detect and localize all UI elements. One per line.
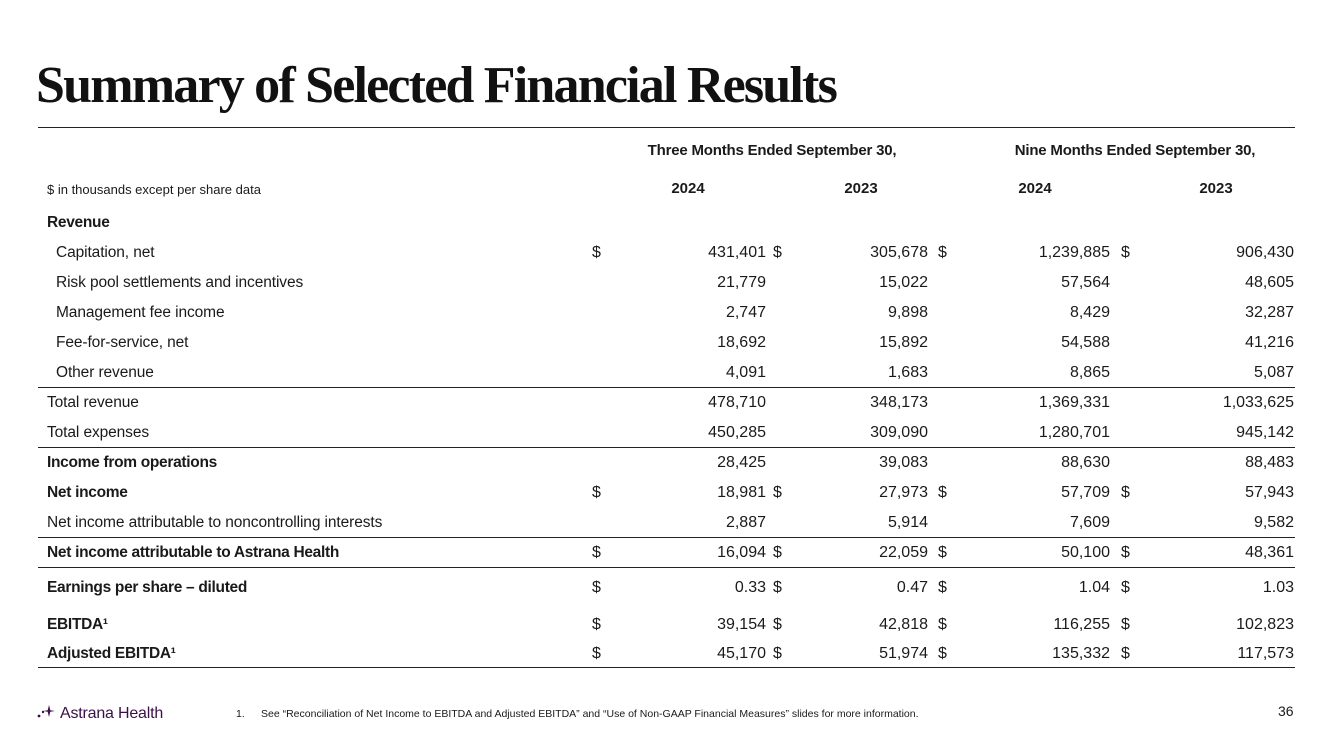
row-value: 1,369,331 xyxy=(1038,394,1110,411)
row-value: 1.04 xyxy=(1078,579,1110,596)
row-value: 15,892 xyxy=(879,334,928,351)
row-value: 945,142 xyxy=(1236,424,1294,441)
row-value: 0.33 xyxy=(734,579,766,596)
row-value: 18,692 xyxy=(717,334,766,351)
row-value: 1,239,885 xyxy=(1038,244,1110,261)
currency-symbol: $ xyxy=(773,645,782,662)
page-number: 36 xyxy=(1278,703,1294,719)
currency-symbol: $ xyxy=(773,544,782,561)
row-value: 48,605 xyxy=(1245,274,1294,291)
row-value: 28,425 xyxy=(717,454,766,471)
page-title: Summary of Selected Financial Results xyxy=(36,57,837,114)
row-value: 0.47 xyxy=(896,579,928,596)
row-value: 309,090 xyxy=(870,424,928,441)
row-value: 16,094 xyxy=(717,544,766,561)
row-value: 431,401 xyxy=(708,244,766,261)
table-row xyxy=(0,576,1333,600)
row-label: Income from operations xyxy=(47,454,217,471)
row-value: 1.03 xyxy=(1262,579,1294,596)
row-value: 478,710 xyxy=(708,394,766,411)
currency-symbol: $ xyxy=(938,484,947,501)
footnote-text: See “Reconciliation of Net Income to EBITDA and Adjusted EBITDA” and “Use of Non-GAAP Financial Measures” slides for more information. xyxy=(261,708,919,720)
row-label: Fee-for-service, net xyxy=(56,334,189,351)
row-value: 88,483 xyxy=(1245,454,1294,471)
row-label: EBITDA¹ xyxy=(47,616,108,633)
currency-symbol: $ xyxy=(1121,616,1130,633)
row-value: 54,588 xyxy=(1061,334,1110,351)
table-row xyxy=(0,421,1333,445)
row-value: 116,255 xyxy=(1053,616,1110,633)
header-nine-months: Nine Months Ended September 30, xyxy=(1014,142,1256,159)
brand-name: Astrana Health xyxy=(60,704,164,722)
row-value: 348,173 xyxy=(870,394,928,411)
row-value: 39,083 xyxy=(879,454,928,471)
row-value: 15,022 xyxy=(879,274,928,291)
row-value: 117,573 xyxy=(1237,645,1294,662)
row-value: 45,170 xyxy=(717,645,766,662)
row-value: 27,973 xyxy=(879,484,928,501)
currency-symbol: $ xyxy=(592,484,601,501)
row-label: Risk pool settlements and incentives xyxy=(56,274,304,291)
header-three-months: Three Months Ended September 30, xyxy=(647,142,897,159)
row-value: 135,332 xyxy=(1052,645,1110,662)
row-value: 39,154 xyxy=(717,616,766,633)
row-label: Total revenue xyxy=(47,394,139,411)
currency-symbol: $ xyxy=(1121,579,1130,596)
currency-symbol: $ xyxy=(938,244,947,261)
currency-symbol: $ xyxy=(592,244,601,261)
table-row xyxy=(0,451,1333,475)
table-row xyxy=(0,481,1333,505)
row-divider xyxy=(38,537,1295,538)
table-row xyxy=(0,511,1333,535)
row-value: 2,887 xyxy=(725,514,766,531)
row-label: Net income xyxy=(47,484,128,501)
row-value: 57,943 xyxy=(1245,484,1294,501)
row-divider xyxy=(38,447,1295,448)
currency-symbol: $ xyxy=(938,579,947,596)
row-value: 32,287 xyxy=(1245,304,1294,321)
currency-symbol: $ xyxy=(592,616,601,633)
units-note: $ in thousands except per share data xyxy=(47,182,261,197)
row-label: Adjusted EBITDA¹ xyxy=(47,645,176,662)
currency-symbol: $ xyxy=(773,616,782,633)
currency-symbol: $ xyxy=(773,579,782,596)
currency-symbol: $ xyxy=(773,244,782,261)
currency-symbol: $ xyxy=(1121,544,1130,561)
row-value: 450,285 xyxy=(708,424,766,441)
row-value: 50,100 xyxy=(1061,544,1110,561)
currency-symbol: $ xyxy=(592,579,601,596)
row-value: 9,898 xyxy=(887,304,928,321)
currency-symbol: $ xyxy=(592,645,601,662)
row-label: Net income attributable to noncontrolling interests xyxy=(47,514,383,531)
row-value: 7,609 xyxy=(1069,514,1110,531)
row-value: 18,981 xyxy=(717,484,766,501)
row-value: 305,678 xyxy=(870,244,928,261)
row-value: 102,823 xyxy=(1236,616,1294,633)
row-value: 88,630 xyxy=(1061,454,1110,471)
currency-symbol: $ xyxy=(1121,484,1130,501)
row-value: 906,430 xyxy=(1236,244,1294,261)
currency-symbol: $ xyxy=(773,484,782,501)
row-label: Revenue xyxy=(47,214,110,231)
row-value: 22,059 xyxy=(879,544,928,561)
year-nine-2024: 2024 xyxy=(1018,180,1052,197)
row-label: Other revenue xyxy=(56,364,154,381)
row-value: 9,582 xyxy=(1253,514,1294,531)
row-value: 1,683 xyxy=(887,364,928,381)
year-three-2024: 2024 xyxy=(671,180,705,197)
row-label: Earnings per share – diluted xyxy=(47,579,248,596)
table-row xyxy=(0,241,1333,265)
row-value: 42,818 xyxy=(879,616,928,633)
footer xyxy=(0,700,1333,730)
table-row xyxy=(0,391,1333,415)
table-row xyxy=(0,271,1333,295)
row-value: 5,087 xyxy=(1253,364,1294,381)
row-value: 1,280,701 xyxy=(1038,424,1110,441)
table-row xyxy=(0,301,1333,325)
top-rule xyxy=(38,127,1295,128)
row-value: 8,429 xyxy=(1069,304,1110,321)
currency-symbol: $ xyxy=(938,616,947,633)
astrana-sparkle-icon xyxy=(36,702,56,725)
footnote-number: 1. xyxy=(236,708,245,720)
row-divider xyxy=(38,667,1295,668)
currency-symbol: $ xyxy=(1121,645,1130,662)
currency-symbol: $ xyxy=(938,544,947,561)
row-value: 48,361 xyxy=(1245,544,1294,561)
row-value: 21,779 xyxy=(717,274,766,291)
row-label: Capitation, net xyxy=(56,244,155,261)
year-three-2023: 2023 xyxy=(844,180,878,197)
currency-symbol: $ xyxy=(938,645,947,662)
table-row xyxy=(0,642,1333,666)
table-row xyxy=(0,541,1333,565)
row-value: 57,564 xyxy=(1061,274,1110,291)
row-label: Total expenses xyxy=(47,424,149,441)
row-value: 41,216 xyxy=(1245,334,1294,351)
row-value: 1,033,625 xyxy=(1222,394,1294,411)
table-row xyxy=(0,211,1333,235)
table-row xyxy=(0,331,1333,355)
row-divider xyxy=(38,567,1295,568)
currency-symbol: $ xyxy=(1121,244,1130,261)
row-label: Management fee income xyxy=(56,304,225,321)
row-divider xyxy=(38,387,1295,388)
row-value: 51,974 xyxy=(879,645,928,662)
currency-symbol: $ xyxy=(592,544,601,561)
row-value: 8,865 xyxy=(1069,364,1110,381)
table-row xyxy=(0,613,1333,637)
table-row xyxy=(0,361,1333,385)
year-nine-2023: 2023 xyxy=(1199,180,1233,197)
brand-logo xyxy=(36,702,163,725)
row-value: 5,914 xyxy=(887,514,928,531)
row-value: 57,709 xyxy=(1061,484,1110,501)
row-value: 2,747 xyxy=(725,304,766,321)
row-value: 4,091 xyxy=(725,364,766,381)
row-label: Net income attributable to Astrana Health xyxy=(47,544,340,561)
